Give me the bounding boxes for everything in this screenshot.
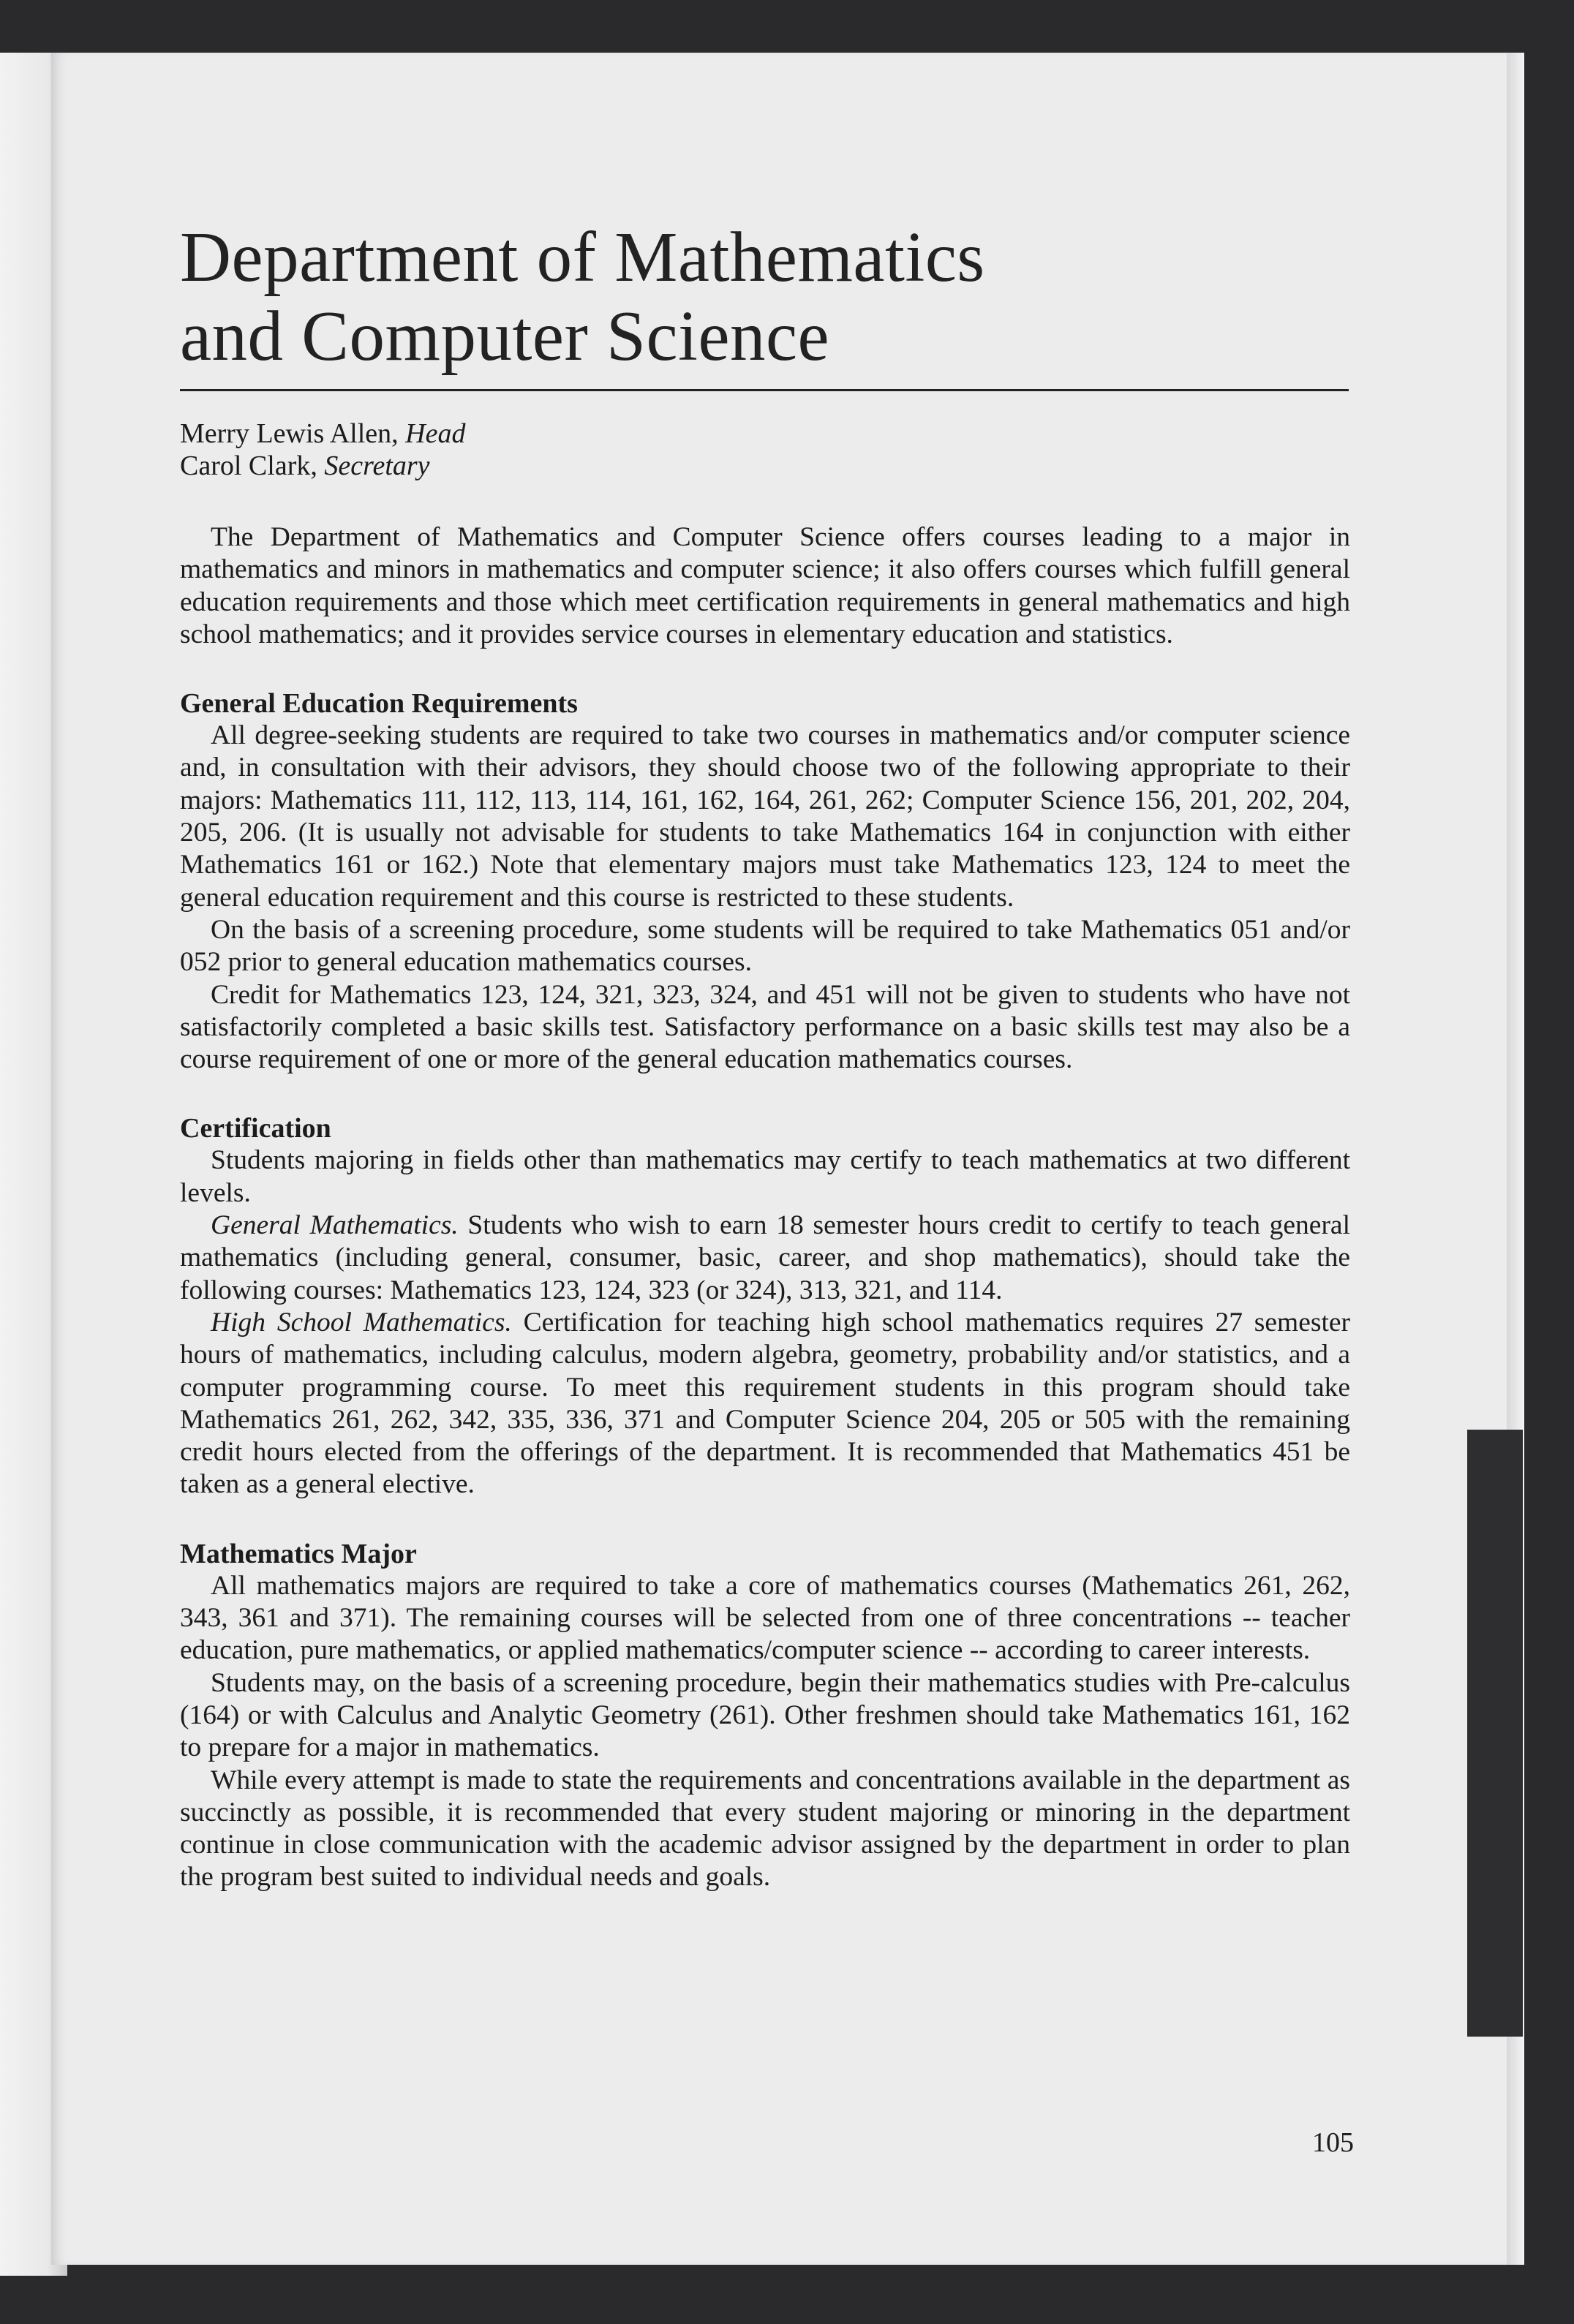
staff-head	[180, 418, 1350, 450]
page-content	[180, 218, 1350, 1894]
general-education-paragraph-2: On the basis of a screening procedure, some students will be required to take Mathematics 051 and/or 052 prior to general education mathematics courses.	[180, 914, 1350, 978]
general-mathematics-lead: General Mathematics.	[211, 1210, 459, 1241]
staff-name: Carol Clark,	[180, 450, 325, 481]
certification-high-school-mathematics	[180, 1307, 1350, 1501]
general-education-paragraph-3: Credit for Mathematics 123, 124, 321, 323, 324, and 451 will not be given to students who have not satisfactorily completed a basic skills test. Satisfactory performance on a basic skills test may also be a course requirement of one or more of the general education mathematics courses.	[180, 979, 1350, 1075]
general-mathematics-text: Students who wish to earn 18 semester hours credit to certify to teach general mathematics (including general, consumer, basic, career, and shop mathematics), should take the following courses: Mathematics 123, 124, 323 (or 324), 313, 321, and 114.	[180, 1210, 1350, 1305]
general-education-paragraph-1: All degree-seeking students are required to take two courses in mathematics and/or computer science and, in consultation with their advisors, they should choose two of the following appropriate to their majors: Mathematics 111, 112, 113, 114, 161, 162, 164, 261, 262; Computer Science 156, 201, 202, 204, 205, 206. (It is usually not advisable for students to take Mathematics 164 in conjunction with either Mathematics 161 or 162.) Note that elementary majors must take Mathematics 123, 124 to meet the general education requirement and this course is restricted to these students.	[180, 720, 1350, 913]
intro-paragraph: The Department of Mathematics and Computer Science offers courses leading to a major in mathematics and minors in mathematics and computer science; it also offers courses which fulfill general education requirements and those which meet certification requirements in general mathematics and high school mathematics; and it provides service courses in elementary education and statistics.	[180, 522, 1350, 649]
certification-general-mathematics	[180, 1210, 1350, 1307]
mathematics-major-paragraph-3: While every attempt is made to state the requirements and concentrations available in the department as succinctly as possible, it is recommended that every student majoring or minoring in the department continue in close communication with the academic advisor assigned by the department in order to plan the program best suited to individual needs and goals.	[180, 1765, 1350, 1893]
page-title	[180, 218, 1350, 376]
section-heading-general-education: General Education Requirements	[180, 688, 578, 720]
title-rule	[180, 389, 1349, 391]
section-heading-certification: Certification	[180, 1113, 331, 1144]
mathematics-major-paragraph-1: All mathematics majors are required to take a core of mathematics courses (Mathematics 261, 262, 343, 361 and 371). The remaining courses will be selected from one of three concentrations -- teacher education, pure mathematics, or applied mathematics/computer science -- according to career interests.	[180, 1570, 1350, 1666]
section-heading-mathematics-major: Mathematics Major	[180, 1538, 417, 1569]
title-line-1: Department of Mathematics	[180, 218, 985, 296]
high-school-mathematics-text: Certification for teaching high school mathematics requires 27 semester hours of mathematics, including calculus, modern algebra, geometry, probability and/or statistics, and a computer programming course. To meet this requirement students in this program should take Mathematics 261, 262, 342, 335, 336, 371 and Computer Science 204, 205 or 505 with the remaining credit hours elected from the offerings of the department. It is recommended that Mathematics 451 be taken as a general elective.	[180, 1307, 1350, 1500]
mathematics-major-paragraph-2: Students may, on the basis of a screening procedure, begin their mathematics studies with Pre-calculus (164) or with Calculus and Analytic Geometry (261). Other freshmen should take Mathematics 161, 162 to prepare for a major in mathematics.	[180, 1667, 1350, 1763]
staff-role: Head	[405, 418, 466, 449]
page-tab-marker	[1467, 1430, 1523, 2037]
staff-role: Secretary	[324, 450, 430, 481]
staff-list	[180, 418, 1350, 482]
page-number: 105	[1312, 2127, 1354, 2158]
certification-paragraph-1: Students majoring in fields other than mathematics may certify to teach mathematics at two different levels.	[180, 1145, 1350, 1208]
staff-name: Merry Lewis Allen,	[180, 418, 406, 449]
title-line-2: and Computer Science	[180, 297, 830, 375]
staff-secretary	[180, 450, 1350, 482]
high-school-mathematics-lead: High School Mathematics.	[211, 1307, 512, 1338]
